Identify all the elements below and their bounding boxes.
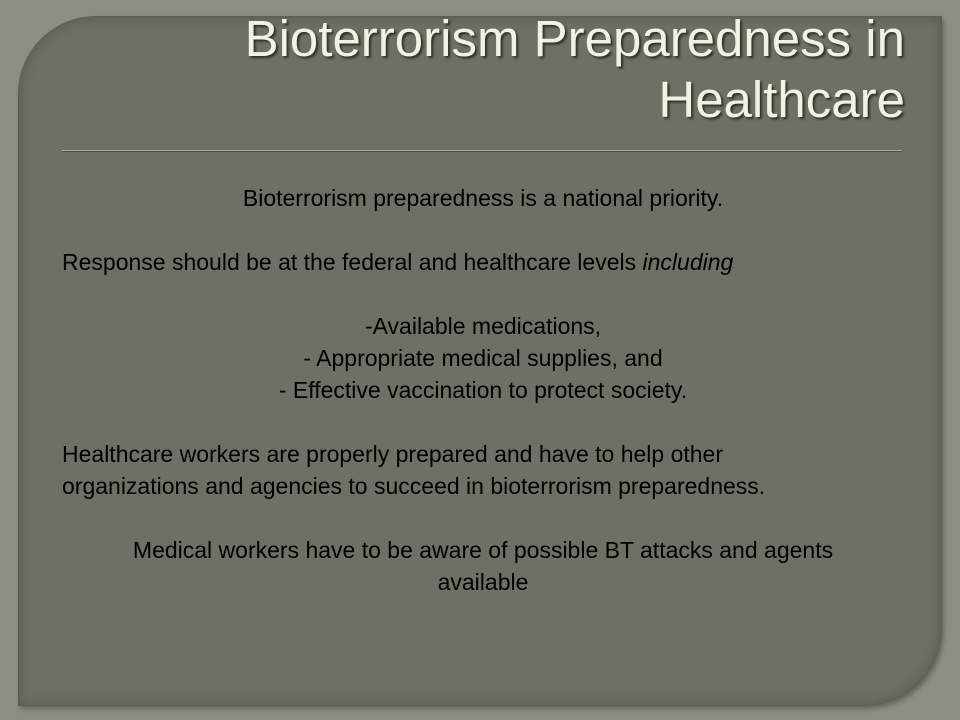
slide-title [100,8,905,130]
spacer [62,406,904,438]
title-line-2: Healthcare [658,71,905,128]
slide-body [62,182,904,598]
list-item-medications: -Available medications, [364,313,602,339]
body-paragraph-response [62,246,904,278]
response-text: Response should be at the federal and healthcare levels [62,249,643,275]
body-paragraph-priority: Bioterrorism preparedness is a national priority. [242,185,724,211]
spacer [62,214,904,246]
spacer [62,278,904,310]
body-paragraph-workers-line-2: organizations and agencies to succeed in bioterrorism preparedness. [62,473,766,499]
body-paragraph-awareness-line-1: Medical workers have to be aware of possible BT attacks and agents [132,537,834,563]
spacer [62,502,904,534]
title-divider [62,150,902,151]
title-line-1: Bioterrorism Preparedness in [244,10,905,67]
response-emphasis: including [642,249,734,275]
body-paragraph-awareness-line-2: available [437,569,529,595]
list-item-vaccination: - Effective vaccination to protect society. [278,377,688,403]
body-paragraph-workers-line-1: Healthcare workers are properly prepared and have to help other [62,441,723,467]
list-item-supplies: - Appropriate medical supplies, and [303,345,663,371]
